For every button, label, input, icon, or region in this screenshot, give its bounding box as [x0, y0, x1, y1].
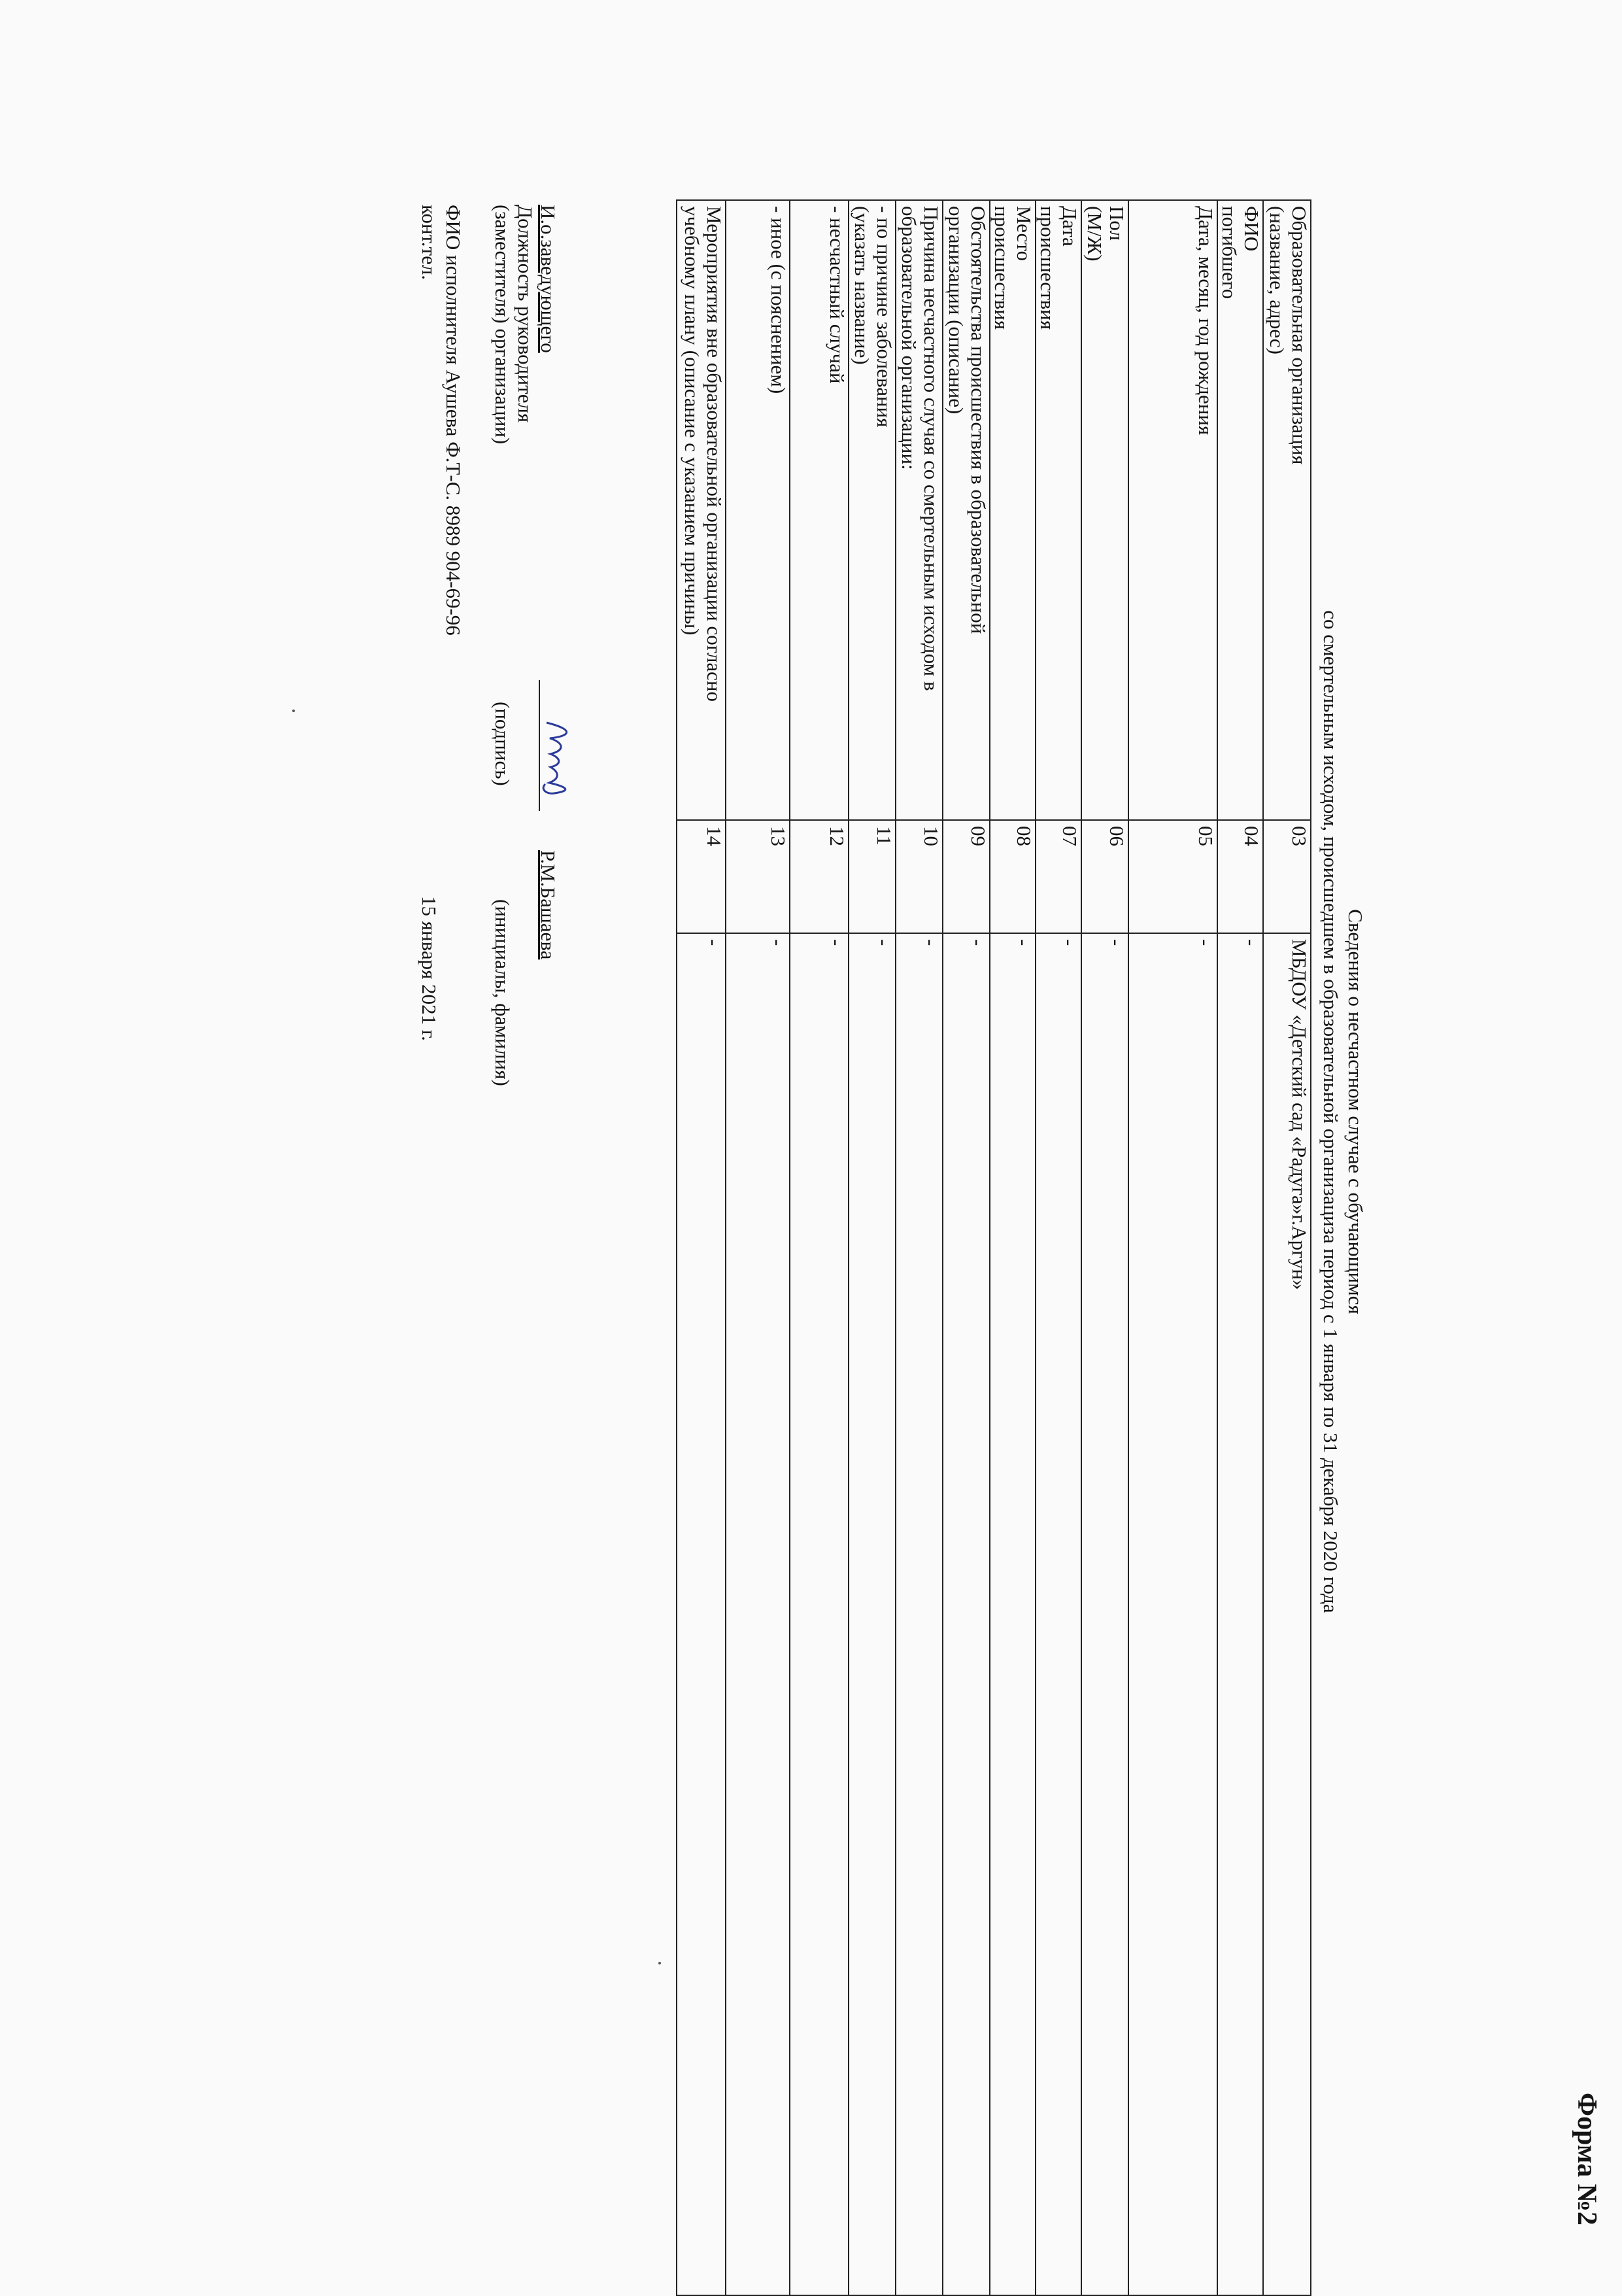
- table-row: [790, 200, 849, 2295]
- row-value: -: [849, 933, 896, 2295]
- table-row: [677, 200, 726, 2295]
- table-row: [990, 200, 1036, 2295]
- row-label: Дата происшествия: [1036, 200, 1081, 820]
- signer-role: И.о.заведующего: [537, 205, 560, 353]
- row-value: -: [1128, 933, 1217, 2295]
- row-value: -: [677, 933, 726, 2295]
- row-code: 05: [1128, 820, 1217, 933]
- position-caption: Должность руководителя: [514, 205, 537, 423]
- row-label: Причина несчастного случая со смертельным исходом в образовательной организации:: [896, 200, 943, 820]
- name-caption: (инициалы, фамилия): [491, 899, 514, 1086]
- scan-speck: [658, 1962, 661, 1964]
- table-row: [1128, 200, 1217, 2295]
- position-caption-2: (заместителя) организации): [491, 205, 514, 445]
- row-label: Дата, месяц, год рождения: [1128, 200, 1217, 820]
- row-value: -: [990, 933, 1036, 2295]
- row-value: -: [943, 933, 990, 2295]
- row-code: 07: [1036, 820, 1081, 933]
- document-subtitle: со смертельным исходом, происшедшем в образовательной организациза период с 1 января по 31 декабря 2020 года: [1319, 610, 1342, 1613]
- row-label: ФИО погибшего: [1217, 200, 1263, 820]
- table-row: [943, 200, 990, 2295]
- row-value: -: [1081, 933, 1128, 2295]
- row-value: -: [726, 933, 790, 2295]
- table-row: [1217, 200, 1263, 2295]
- scan-speck: [292, 710, 295, 712]
- row-label: Пол (М/Ж): [1081, 200, 1128, 820]
- table-row: [849, 200, 896, 2295]
- row-label: Образовательная организация (название, адрес): [1263, 200, 1311, 820]
- row-code: 09: [943, 820, 990, 933]
- row-value: -: [790, 933, 849, 2295]
- row-code: 03: [1263, 820, 1311, 933]
- row-value: -: [1217, 933, 1263, 2295]
- row-value: -: [896, 933, 943, 2295]
- signature-mark: [533, 716, 579, 801]
- table-row: [1081, 200, 1128, 2295]
- row-label: Мероприятия вне образовательной организации согласно учебному плану (описание с указанием причины): [677, 200, 726, 820]
- signature-caption: (подпись): [491, 702, 514, 786]
- row-label: Место происшествия: [990, 200, 1036, 820]
- row-label: - по причине заболевания (указать название): [849, 200, 896, 820]
- row-code: 11: [849, 820, 896, 933]
- row-label: - иное (с пояснением): [726, 200, 790, 820]
- executor-info: ФИО исполнителя Аушева Ф.Т-С. 8989 904-69-96: [442, 205, 465, 636]
- row-value: МБДОУ «Детский сад «Радуга»г.Аргун»: [1263, 933, 1311, 2295]
- table-row: [1036, 200, 1081, 2295]
- table-row: [896, 200, 943, 2295]
- form-number: Форма №2: [1572, 2093, 1602, 2225]
- row-code: 14: [677, 820, 726, 933]
- row-code: 08: [990, 820, 1036, 933]
- row-label: - несчастный случай: [790, 200, 849, 820]
- document-title: Сведения о несчастном случае с обучающимся: [1344, 909, 1367, 1314]
- row-code: 04: [1217, 820, 1263, 933]
- report-table: [676, 199, 1311, 2296]
- contact-label: конт.тел.: [418, 205, 441, 281]
- table-row: [726, 200, 790, 2295]
- table-row: [1263, 200, 1311, 2295]
- row-label: Обстоятельства происшествия в образовательной организации (описание): [943, 200, 990, 820]
- signer-name: Р.М.Башаева: [537, 850, 560, 960]
- report-date: 15 января 2021 г.: [418, 896, 441, 1041]
- row-code: 06: [1081, 820, 1128, 933]
- row-code: 13: [726, 820, 790, 933]
- row-code: 12: [790, 820, 849, 933]
- row-value: -: [1036, 933, 1081, 2295]
- row-code: 10: [896, 820, 943, 933]
